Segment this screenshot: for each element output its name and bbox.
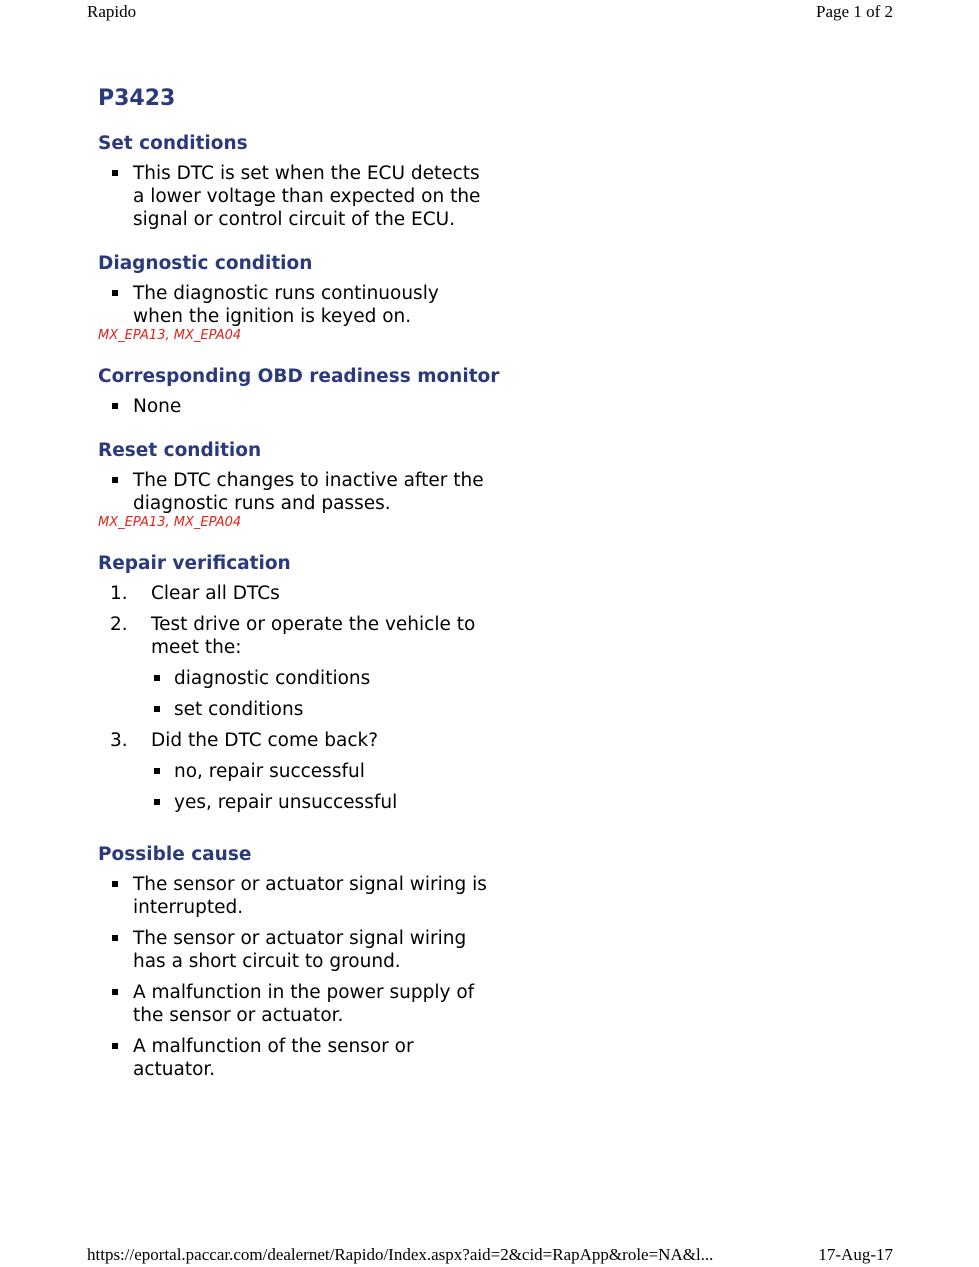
- step-number: 2.: [110, 614, 128, 635]
- numbered-step: [98, 729, 491, 814]
- step-number: 3.: [110, 730, 128, 751]
- section-heading: Corresponding OBD readiness monitor: [98, 366, 500, 387]
- applicability-tag: MX_EPA13, MX_EPA04: [98, 515, 242, 530]
- page-url: https://eportal.paccar.com/dealernet/Rapido/Index.aspx?aid=2&cid=RapApp&role=NA&l...: [87, 1245, 714, 1264]
- step-text: Test drive or operate the vehicle to meet the:: [151, 614, 476, 658]
- reset-condition-section: [98, 440, 558, 531]
- square-bullet-icon: [112, 881, 118, 887]
- list-item: The diagnostic runs continuously when the ignition is keyed on.: [98, 282, 493, 328]
- step-text: Clear all DTCs: [151, 583, 280, 604]
- print-date: 17-Aug-17: [818, 1245, 893, 1264]
- numbered-step: [98, 613, 491, 721]
- section-heading: Diagnostic condition: [98, 253, 313, 274]
- sub-list-item: no, repair successful: [151, 760, 491, 783]
- square-bullet-icon: [112, 403, 118, 409]
- page-header-title: Rapido: [87, 2, 137, 21]
- obd-monitor-section: [98, 366, 558, 418]
- diagnostic-condition-section: [98, 253, 558, 344]
- repair-verification-section: [98, 553, 558, 814]
- square-bullet-icon: [154, 768, 160, 774]
- list-item: The sensor or actuator signal wiring is interrupted.: [98, 873, 493, 919]
- square-bullet-icon: [112, 477, 118, 483]
- sub-list-item: yes, repair unsuccessful: [151, 791, 491, 814]
- sub-list-item: set conditions: [151, 698, 491, 721]
- applicability-tag: MX_EPA13, MX_EPA04: [98, 328, 242, 343]
- section-heading: Possible cause: [98, 844, 252, 865]
- possible-cause-section: [98, 844, 558, 1081]
- set-conditions-section: [98, 133, 558, 231]
- sub-list-item: diagnostic conditions: [151, 667, 491, 690]
- section-heading: Reset condition: [98, 440, 262, 461]
- square-bullet-icon: [112, 290, 118, 296]
- document-body: [98, 86, 558, 1103]
- step-number: 1.: [110, 583, 128, 604]
- list-item: The DTC changes to inactive after the diagnostic runs and passes.: [98, 469, 493, 515]
- page-number: Page 1 of 2: [816, 2, 893, 21]
- dtc-code-title: P3423: [98, 86, 176, 111]
- list-item: The sensor or actuator signal wiring has a short circuit to ground.: [98, 927, 493, 973]
- square-bullet-icon: [112, 170, 118, 176]
- square-bullet-icon: [154, 799, 160, 805]
- square-bullet-icon: [112, 935, 118, 941]
- list-item: A malfunction in the power supply of the sensor or actuator.: [98, 981, 493, 1027]
- square-bullet-icon: [112, 1043, 118, 1049]
- square-bullet-icon: [154, 675, 160, 681]
- numbered-step: [98, 582, 491, 605]
- list-item: This DTC is set when the ECU detects a lower voltage than expected on the signal or control circuit of the ECU.: [98, 162, 493, 231]
- square-bullet-icon: [154, 706, 160, 712]
- list-item: None: [98, 395, 493, 418]
- square-bullet-icon: [112, 989, 118, 995]
- step-text: Did the DTC come back?: [151, 730, 379, 751]
- section-heading: Set conditions: [98, 133, 248, 154]
- section-heading: Repair verification: [98, 553, 291, 574]
- list-item: A malfunction of the sensor or actuator.: [98, 1035, 493, 1081]
